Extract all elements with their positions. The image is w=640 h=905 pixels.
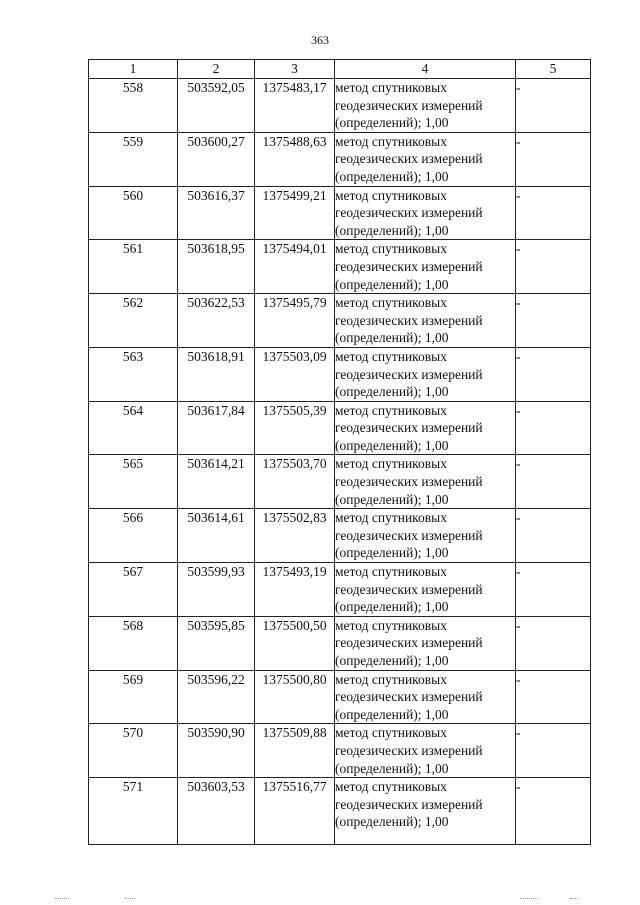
point-number-text: 569	[122, 671, 144, 687]
table-header-row	[89, 60, 591, 79]
y-coordinate-cell	[255, 778, 335, 845]
y-coordinate-text: 1375500,50	[262, 617, 327, 633]
point-number-cell	[89, 240, 178, 294]
method-text: метод спутниковых геодезических измерений (определений); 1,00	[335, 564, 483, 615]
x-coordinate-text: 503600,27	[187, 133, 245, 149]
point-number-cell	[89, 563, 178, 617]
point-number-text: 571	[122, 779, 144, 795]
column-header-5: 5	[516, 60, 591, 79]
note-text: -	[516, 779, 521, 795]
point-number-text: 570	[122, 725, 144, 741]
y-coordinate-text: 1375499,21	[262, 187, 327, 203]
x-coordinate-cell	[178, 132, 255, 186]
method-text: метод спутниковых геодезических измерений (определений); 1,00	[335, 510, 483, 561]
method-text: метод спутниковых геодезических измерений (определений); 1,00	[335, 348, 483, 400]
method-text: метод спутниковых геодезических измерений (определений); 1,00	[335, 617, 483, 668]
point-number-text: 565	[122, 456, 144, 472]
method-text: метод спутниковых геодезических измерений (определений); 1,00	[335, 671, 483, 722]
x-coordinate-text: 503603,53	[187, 779, 245, 795]
method-cell	[335, 186, 516, 240]
column-header-3: 3	[255, 60, 335, 79]
column-header-2: 2	[178, 60, 255, 79]
point-number-cell	[89, 347, 178, 401]
note-cell	[516, 509, 591, 563]
method-text: метод спутниковых геодезических измерений (определений); 1,00	[335, 295, 483, 346]
method-text: метод спутниковых геодезических измерений (определений); 1,00	[335, 725, 483, 776]
method-cell	[335, 294, 516, 348]
note-text: -	[516, 725, 521, 741]
method-cell	[335, 778, 516, 845]
x-coordinate-text: 503596,22	[187, 671, 245, 687]
point-number-text: 567	[122, 564, 144, 580]
y-coordinate-text: 1375488,63	[262, 133, 327, 149]
x-coordinate-text: 503622,53	[187, 295, 245, 311]
y-coordinate-text: 1375494,01	[262, 241, 327, 257]
y-coordinate-cell	[255, 294, 335, 348]
x-coordinate-text: 503592,05	[187, 80, 245, 95]
point-number-text: 563	[122, 348, 144, 364]
point-number-text: 559	[122, 133, 144, 149]
point-number-cell	[89, 401, 178, 455]
y-coordinate-cell	[255, 616, 335, 670]
x-coordinate-cell	[178, 294, 255, 348]
point-number-cell	[89, 724, 178, 778]
method-text: метод спутниковых геодезических измерений (определений); 1,00	[335, 80, 483, 131]
note-cell	[516, 240, 591, 294]
table-row	[89, 509, 591, 563]
y-coordinate-text: 1375516,77	[262, 779, 327, 795]
x-coordinate-text: 503617,84	[187, 402, 245, 418]
y-coordinate-cell	[255, 724, 335, 778]
table-body	[89, 79, 591, 845]
table-row	[89, 563, 591, 617]
note-text: -	[516, 456, 521, 472]
x-coordinate-cell	[178, 186, 255, 240]
point-number-text: 566	[122, 510, 144, 526]
x-coordinate-text: 503595,85	[187, 617, 245, 633]
method-text: метод спутниковых геодезических измерений (определений); 1,00	[335, 456, 483, 507]
note-cell	[516, 724, 591, 778]
note-cell	[516, 294, 591, 348]
y-coordinate-text: 1375503,09	[262, 348, 327, 364]
point-number-cell	[89, 778, 178, 845]
x-coordinate-cell	[178, 240, 255, 294]
column-header-4: 4	[335, 60, 516, 79]
scan-edge-marks	[0, 898, 640, 904]
column-header-1: 1	[89, 60, 178, 79]
y-coordinate-cell	[255, 401, 335, 455]
table-row	[89, 778, 591, 845]
x-coordinate-cell	[178, 509, 255, 563]
table-row	[89, 347, 591, 401]
point-number-text: 558	[122, 80, 144, 95]
y-coordinate-text: 1375505,39	[262, 402, 327, 418]
x-coordinate-text: 503614,21	[187, 456, 245, 472]
x-coordinate-cell	[178, 563, 255, 617]
table-row	[89, 79, 591, 133]
point-number-cell	[89, 294, 178, 348]
note-cell	[516, 455, 591, 509]
x-coordinate-cell	[178, 347, 255, 401]
x-coordinate-cell	[178, 778, 255, 845]
x-coordinate-text: 503618,91	[187, 348, 245, 364]
y-coordinate-cell	[255, 670, 335, 724]
note-cell	[516, 132, 591, 186]
note-text: -	[516, 187, 521, 203]
method-text: метод спутниковых геодезических измерений (определений); 1,00	[335, 187, 483, 238]
method-text: метод спутниковых геодезических измерений (определений); 1,00	[335, 241, 483, 292]
note-cell	[516, 79, 591, 133]
note-cell	[516, 186, 591, 240]
note-text: -	[516, 295, 521, 311]
method-cell	[335, 240, 516, 294]
note-cell	[516, 616, 591, 670]
y-coordinate-text: 1375495,79	[262, 295, 327, 311]
method-cell	[335, 347, 516, 401]
method-cell	[335, 401, 516, 455]
coordinates-table	[88, 59, 591, 845]
point-number-cell	[89, 186, 178, 240]
page-number: 363	[311, 33, 329, 47]
x-coordinate-cell	[178, 455, 255, 509]
note-text: -	[516, 564, 521, 580]
y-coordinate-text: 1375500,80	[262, 671, 327, 687]
point-number-cell	[89, 79, 178, 133]
method-text: метод спутниковых геодезических измерений (определений); 1,00	[335, 133, 483, 184]
note-text: -	[516, 133, 521, 149]
method-cell	[335, 670, 516, 724]
x-coordinate-cell	[178, 724, 255, 778]
table-row	[89, 401, 591, 455]
note-text: -	[516, 671, 521, 687]
y-coordinate-cell	[255, 132, 335, 186]
y-coordinate-text: 1375509,88	[262, 725, 327, 741]
x-coordinate-text: 503599,93	[187, 564, 245, 580]
y-coordinate-cell	[255, 563, 335, 617]
x-coordinate-cell	[178, 401, 255, 455]
method-cell	[335, 455, 516, 509]
note-cell	[516, 563, 591, 617]
table-row	[89, 294, 591, 348]
table-row	[89, 616, 591, 670]
note-text: -	[516, 80, 521, 95]
x-coordinate-cell	[178, 616, 255, 670]
note-cell	[516, 670, 591, 724]
x-coordinate-cell	[178, 670, 255, 724]
table-row	[89, 455, 591, 509]
x-coordinate-text: 503590,90	[187, 725, 245, 741]
table-row	[89, 132, 591, 186]
point-number-cell	[89, 132, 178, 186]
point-number-text: 560	[122, 187, 144, 203]
x-coordinate-text: 503614,61	[187, 510, 245, 526]
point-number-cell	[89, 455, 178, 509]
y-coordinate-cell	[255, 186, 335, 240]
note-cell	[516, 347, 591, 401]
table-row	[89, 240, 591, 294]
point-number-text: 564	[122, 402, 144, 418]
x-coordinate-text: 503618,95	[187, 241, 245, 257]
point-number-cell	[89, 509, 178, 563]
x-coordinate-text: 503616,37	[187, 187, 245, 203]
table-row	[89, 670, 591, 724]
y-coordinate-text: 1375493,19	[262, 564, 327, 580]
point-number-cell	[89, 670, 178, 724]
method-text: метод спутниковых геодезических измерений (определений); 1,00	[335, 402, 483, 453]
method-text: метод спутниковых геодезических измерений (определений); 1,00	[335, 779, 483, 830]
method-cell	[335, 132, 516, 186]
table-row	[89, 724, 591, 778]
y-coordinate-cell	[255, 79, 335, 133]
y-coordinate-text: 1375503,70	[262, 456, 327, 472]
point-number-text: 568	[122, 617, 144, 633]
method-cell	[335, 616, 516, 670]
x-coordinate-cell	[178, 79, 255, 133]
point-number-text: 562	[122, 295, 144, 311]
y-coordinate-cell	[255, 455, 335, 509]
y-coordinate-text: 1375483,17	[262, 80, 327, 95]
note-cell	[516, 401, 591, 455]
note-text: -	[516, 241, 521, 257]
method-cell	[335, 563, 516, 617]
y-coordinate-text: 1375502,83	[262, 510, 327, 526]
note-cell	[516, 778, 591, 845]
note-text: -	[516, 348, 521, 364]
note-text: -	[516, 617, 521, 633]
note-text: -	[516, 510, 521, 526]
method-cell	[335, 79, 516, 133]
point-number-cell	[89, 616, 178, 670]
method-cell	[335, 724, 516, 778]
table-row	[89, 186, 591, 240]
method-cell	[335, 509, 516, 563]
note-text: -	[516, 402, 521, 418]
y-coordinate-cell	[255, 347, 335, 401]
y-coordinate-cell	[255, 240, 335, 294]
y-coordinate-cell	[255, 509, 335, 563]
point-number-text: 561	[122, 241, 144, 257]
